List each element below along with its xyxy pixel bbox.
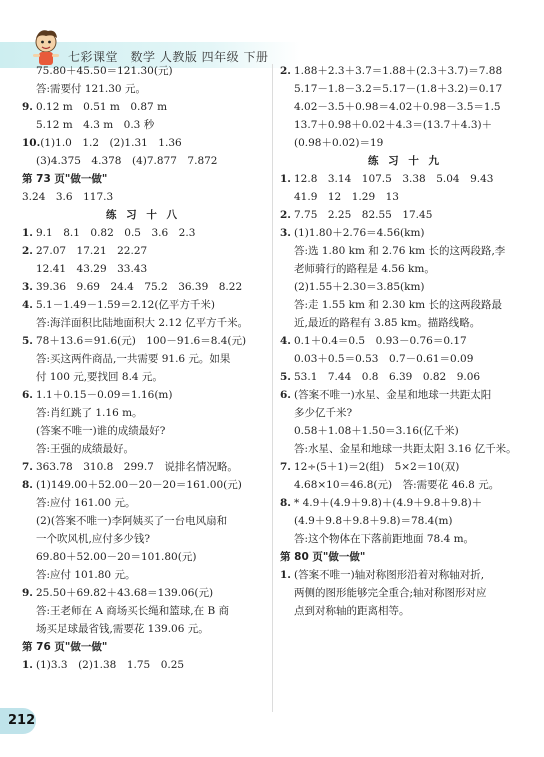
answer-line xyxy=(22,116,264,134)
answer-line xyxy=(22,548,264,566)
answer-line xyxy=(22,620,264,638)
section-heading: 第 76 页"做一做" xyxy=(22,641,108,653)
answer-text: 老师骑行的路程是 4.56 km。 xyxy=(294,263,435,275)
answer-line xyxy=(280,458,530,476)
answer-page xyxy=(0,62,544,712)
item-number: 6. xyxy=(22,389,33,401)
answer-line xyxy=(280,278,530,296)
item-number: 5. xyxy=(280,371,291,383)
answer-line xyxy=(22,224,264,242)
answer-line xyxy=(22,368,264,386)
answer-text: (0.98＋0.02)＝19 xyxy=(294,137,384,149)
answer-text: 5.17－1.8－3.2＝5.17－(1.8＋3.2)＝0.17 xyxy=(294,83,503,95)
answer-text: 0.58＋1.08＋1.50＝3.16(亿千米) xyxy=(294,425,459,437)
answer-line xyxy=(22,656,264,674)
answer-line xyxy=(22,188,264,206)
answer-line xyxy=(22,98,264,116)
answer-line xyxy=(280,386,530,404)
answer-line xyxy=(280,116,530,134)
answer-text: (1)1.80＋2.76＝4.56(km) xyxy=(294,227,425,239)
answer-line xyxy=(280,260,530,278)
answer-text: 答:买这两件商品,一共需要 91.6 元。如果 xyxy=(36,353,231,365)
item-number: 8. xyxy=(22,479,33,491)
item-number: 7. xyxy=(280,461,291,473)
answer-line xyxy=(280,296,530,314)
answer-text: 场买足球最省钱,需要花 139.06 元。 xyxy=(36,623,209,635)
answer-text: 0.03＋0.5＝0.53 0.7－0.61＝0.09 xyxy=(294,353,474,365)
answer-text: 答:王强的成绩最好。 xyxy=(36,443,135,455)
item-number: 1. xyxy=(22,659,33,671)
answer-text: 5.12 m 4.3 m 0.3 秒 xyxy=(36,119,155,131)
answer-text: (2)(答案不唯一)李阿姨买了一台电风扇和 xyxy=(36,515,228,527)
item-number: 4. xyxy=(280,335,291,347)
answer-text: 78＋13.6＝91.6(元) 100－91.6＝8.4(元) xyxy=(36,335,247,347)
answer-line xyxy=(280,188,530,206)
answer-line xyxy=(280,512,530,530)
answer-line xyxy=(280,566,530,584)
answer-text: 一个吹风机,应付多少钱? xyxy=(36,533,150,545)
section-heading: 第 80 页"做一做" xyxy=(280,551,366,563)
answer-line xyxy=(280,134,530,152)
item-number: 1. xyxy=(280,173,291,185)
answer-text: 点到对称轴的距离相等。 xyxy=(294,605,410,617)
answer-text: 答:这个物体在下落前距地面 78.4 m。 xyxy=(294,533,475,545)
page-number: 212 xyxy=(8,713,36,728)
item-number: 9. xyxy=(22,587,33,599)
answer-text: 答:应付 161.00 元。 xyxy=(36,497,136,509)
item-number: 2. xyxy=(280,65,291,77)
item-number: 2. xyxy=(280,209,291,221)
item-number: 4. xyxy=(22,299,33,311)
answer-line xyxy=(280,350,530,368)
answer-text: 3.24 3.6 117.3 xyxy=(22,191,114,203)
answer-line xyxy=(280,332,530,350)
answer-line xyxy=(22,602,264,620)
answer-text: 答:走 1.55 km 和 2.30 km 长的这两段路最 xyxy=(294,299,502,311)
answer-text: (3)4.375 4.378 (4)7.877 7.872 xyxy=(36,155,218,167)
exercise-title: 练 习 十 八 xyxy=(106,209,180,221)
answer-text: 27.07 17.21 22.27 xyxy=(36,245,148,257)
item-number: 7. xyxy=(22,461,33,473)
answer-line xyxy=(280,62,530,80)
item-number: 10. xyxy=(22,137,41,149)
item-number: 8. xyxy=(280,497,291,509)
answer-text: 53.1 7.44 0.8 6.39 0.82 9.06 xyxy=(294,371,481,383)
answer-line xyxy=(280,602,530,620)
exercise-title: 练 习 十 九 xyxy=(368,155,442,167)
answer-line xyxy=(22,260,264,278)
answer-line xyxy=(280,404,530,422)
answer-text: 付 100 元,要找回 8.4 元。 xyxy=(36,371,163,383)
answer-line xyxy=(22,296,264,314)
answer-line xyxy=(280,98,530,116)
answer-line xyxy=(280,206,530,224)
answer-text: 近,最近的路程有 3.85 km。描路线略。 xyxy=(294,317,481,329)
answer-text: 1.1＋0.15－0.09＝1.16(m) xyxy=(36,389,173,401)
answer-text: 两侧的图形能够完全重合;轴对称图形对应 xyxy=(294,587,487,599)
answer-line xyxy=(280,584,530,602)
answer-line xyxy=(280,368,530,386)
answer-line xyxy=(22,332,264,350)
answer-line xyxy=(280,242,530,260)
answer-line xyxy=(280,314,530,332)
answer-line xyxy=(22,476,264,494)
answer-text: (4.9＋9.8＋9.8＋9.8)＝78.4(m) xyxy=(294,515,453,527)
answer-text: 答:选 1.80 km 和 2.76 km 长的这两段路,李 xyxy=(294,245,506,257)
item-number: 1. xyxy=(280,569,291,581)
answer-text: 答:海洋面积比陆地面积大 2.12 亿平方千米。 xyxy=(36,317,249,329)
answer-text: 答:肖红跳了 1.16 m。 xyxy=(36,407,143,419)
answer-line xyxy=(22,566,264,584)
answer-text: (答案不唯一)轴对称图形沿着对称轴对折, xyxy=(294,569,485,581)
answer-text: * 4.9＋(4.9＋9.8)＋(4.9＋9.8＋9.8)＋ xyxy=(294,497,483,509)
answer-text: 25.50＋69.82＋43.68＝139.06(元) xyxy=(36,587,214,599)
answer-line xyxy=(280,494,530,512)
answer-text: 1.88＋2.3＋3.7＝1.88＋(2.3＋3.7)＝7.88 xyxy=(294,65,503,77)
page-number-badge xyxy=(0,708,36,734)
answer-text: 12.41 43.29 33.43 xyxy=(36,263,148,275)
answer-line xyxy=(22,152,264,170)
answer-text: 9.1 8.1 0.82 0.5 3.6 2.3 xyxy=(36,227,196,239)
answer-text: 75.80＋45.50＝121.30(元) xyxy=(36,65,173,77)
answer-line xyxy=(22,386,264,404)
answer-text: 12÷(5＋1)＝2(组) 5×2＝10(双) xyxy=(294,461,460,473)
answer-line xyxy=(22,80,264,98)
answer-text: 答:王老师在 A 商场买长绳和篮球,在 B 商 xyxy=(36,605,230,617)
answer-line xyxy=(22,422,264,440)
left-column xyxy=(22,62,264,674)
answer-text: 5.1－1.49－1.59＝2.12(亿平方千米) xyxy=(36,299,216,311)
answer-line xyxy=(22,62,264,80)
answer-text: 答:水星、金星和地球一共距太阳 3.16 亿千米。 xyxy=(294,443,517,455)
answer-text: (答案不唯一)谁的成绩最好? xyxy=(36,425,166,437)
answer-text: (1)149.00＋52.00－20－20＝161.00(元) xyxy=(36,479,242,491)
header xyxy=(0,12,544,64)
answer-line xyxy=(280,530,530,548)
answer-line xyxy=(22,530,264,548)
answer-text: 41.9 12 1.29 13 xyxy=(294,191,399,203)
answer-text: (2)1.55＋2.30＝3.85(km) xyxy=(294,281,425,293)
answer-line xyxy=(22,494,264,512)
answer-text: 363.78 310.8 299.7 说排名情况略。 xyxy=(36,461,238,473)
answer-text: (1)3.3 (2)1.38 1.75 0.25 xyxy=(36,659,185,671)
answer-line xyxy=(280,170,530,188)
answer-line xyxy=(22,350,264,368)
series-title: 七彩课堂 数学 人教版 四年级 下册 xyxy=(68,50,269,64)
section-heading: 第 73 页"做一做" xyxy=(22,173,108,185)
answer-text: 0.12 m 0.51 m 0.87 m xyxy=(36,101,168,113)
answer-text: 69.80＋52.00－20＝101.80(元) xyxy=(36,551,197,563)
answer-text: 12.8 3.14 107.5 3.38 5.04 9.43 xyxy=(294,173,494,185)
answer-text: 7.75 2.25 82.55 17.45 xyxy=(294,209,433,221)
item-number: 2. xyxy=(22,245,33,257)
answer-line xyxy=(22,278,264,296)
answer-text: (1)1.0 1.2 (2)1.31 1.36 xyxy=(40,137,182,149)
answer-line xyxy=(280,440,530,458)
answer-line xyxy=(22,440,264,458)
item-number: 9. xyxy=(22,101,33,113)
right-column xyxy=(280,62,530,620)
item-number: 3. xyxy=(280,227,291,239)
answer-text: 0.1＋0.4＝0.5 0.93－0.76＝0.17 xyxy=(294,335,467,347)
answer-text: 4.68×10＝46.8(元) 答:需要花 46.8 元。 xyxy=(294,479,500,491)
answer-line xyxy=(22,314,264,332)
answer-line xyxy=(22,512,264,530)
answer-text: 39.36 9.69 24.4 75.2 36.39 8.22 xyxy=(36,281,243,293)
answer-text: 多少亿千米? xyxy=(294,407,353,419)
answer-line xyxy=(280,476,530,494)
answer-text: 答:应付 101.80 元。 xyxy=(36,569,136,581)
item-number: 6. xyxy=(280,389,291,401)
answer-line xyxy=(22,458,264,476)
item-number: 5. xyxy=(22,335,33,347)
item-number: 1. xyxy=(22,227,33,239)
answer-text: (答案不唯一)水星、金星和地球一共距太阳 xyxy=(294,389,492,401)
answer-line xyxy=(22,404,264,422)
answer-line xyxy=(22,242,264,260)
answer-text: 4.02－3.5＋0.98＝4.02＋0.98－3.5＝1.5 xyxy=(294,101,501,113)
answer-text: 13.7＋0.98＋0.02＋4.3＝(13.7＋4.3)＋ xyxy=(294,119,493,131)
answer-line xyxy=(22,134,264,152)
answer-line xyxy=(280,422,530,440)
item-number: 3. xyxy=(22,281,33,293)
answer-line xyxy=(280,80,530,98)
answer-line xyxy=(280,224,530,242)
answer-text: 答:需要付 121.30 元。 xyxy=(36,83,146,95)
answer-line xyxy=(22,584,264,602)
